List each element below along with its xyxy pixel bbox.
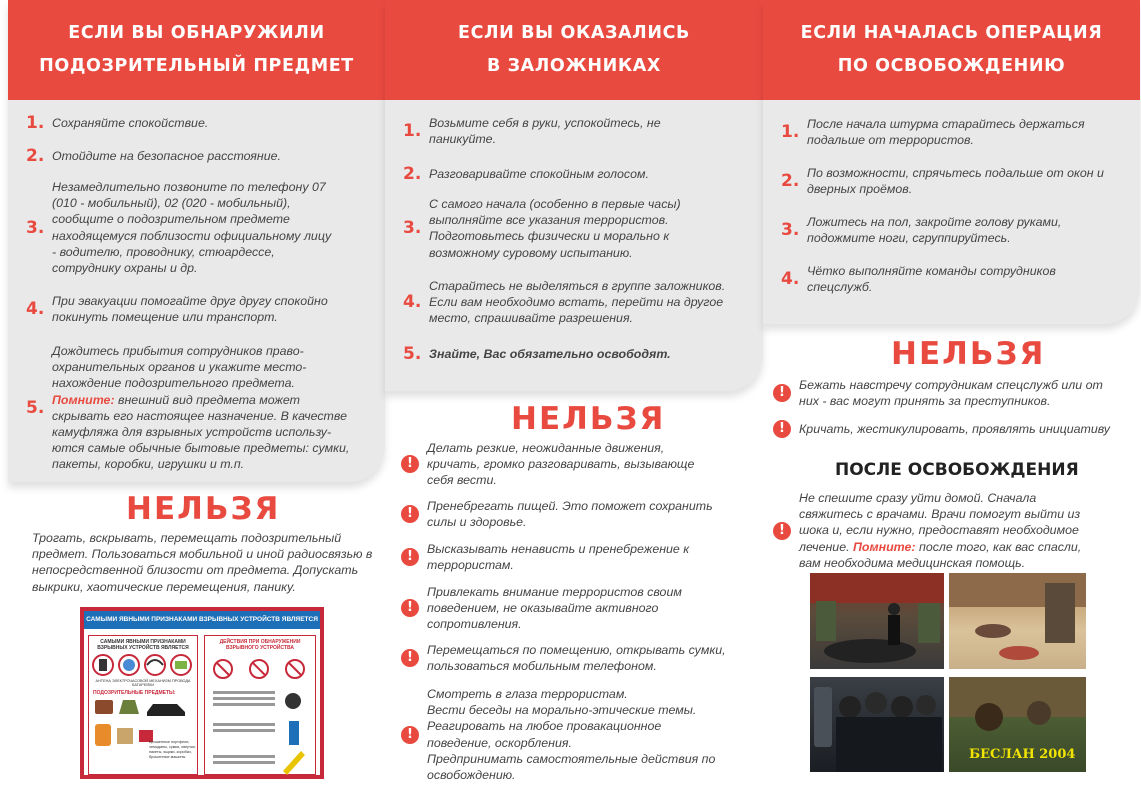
item-text: Возьмите себя в руки, успокойтесь, не паникуйте. <box>429 116 661 147</box>
instruction-item <box>403 278 753 327</box>
special-forces-photo <box>810 677 944 772</box>
explosive-signs-poster <box>80 607 324 779</box>
prohibition-text: Кричать, жестикулировать, проявлять инициативу <box>799 421 1110 436</box>
item-text: С самого начала (особенно в первые часы) выполняйте все указания террористов. Подготовьтесь физически и морально к возможному суровому испытанию. <box>429 197 681 260</box>
item-text: Ложитесь на пол, закройте голову руками, подожмите ноги, сгруппируйтесь. <box>807 215 1062 246</box>
prohibition-text: Привлекать внимание террористов своим поведением, не оказывайте активного сопротивления. <box>427 585 682 632</box>
prohibition-item <box>401 440 694 489</box>
poster-right-head: ДЕЙСТВИЯ ПРИ ОБНАРУЖЕНИИ ВЗРЫВНОГО УСТРОЙСТВА <box>219 639 301 651</box>
prohibition-item <box>401 686 715 783</box>
exclamation-icon: ! <box>401 726 419 744</box>
mall-photo <box>949 573 1086 669</box>
item-text: Разговаривайте спокойным голосом. <box>429 166 649 181</box>
after-release-title: ПОСЛЕ ОСВОБОЖДЕНИЯ <box>835 460 1079 480</box>
poster-right-panel <box>204 635 316 775</box>
beslan-photo <box>949 677 1086 772</box>
poster-left-panel <box>88 635 198 775</box>
column-suspicious-object <box>8 0 385 805</box>
exclamation-icon: ! <box>401 548 419 566</box>
prohibition-text: Перемещаться по помещению, открывать сумки, пользоваться мобильным телефоном. <box>427 643 726 674</box>
nelzya-text: Трогать, вскрывать, перемещать подозрительный предмет. Пользоваться мобильной и иной радиосвязью в непосредственной близости от предмета. Допускать выкрики, хаотические перемещения, панику. <box>32 531 373 594</box>
nelzya-title: НЕЛЬЗЯ <box>126 491 281 527</box>
item-text: Знайте, Вас обязательно освободят. <box>429 346 671 361</box>
prohibition-item <box>401 584 682 633</box>
column-header <box>763 0 1140 100</box>
instruction-item <box>403 115 753 147</box>
exclamation-icon: ! <box>401 649 419 667</box>
item-text: Незамедлительно позвоните по телефону 07 (010 - мобильный), 02 (020 - мобильный), сообщите о подозрительном предмете находящемуся поблизости официальному лицу - водителю, проводнику, стюардессе, сотруднику охраны и др. <box>52 180 332 276</box>
header-title: ЕСЛИ ВЫ ОБНАРУЖИЛИ ПОДОЗРИТЕЛЬНЫЙ ПРЕДМЕТ <box>39 23 354 76</box>
header-title: ЕСЛИ ВЫ ОКАЗАЛИСЬ В ЗАЛОЖНИКАХ <box>458 23 690 76</box>
remember-label: Помните: <box>852 539 916 554</box>
mall-photo-shapes <box>949 573 1086 669</box>
instruction-item <box>403 344 753 364</box>
remember-label: Помните: <box>52 392 115 407</box>
instruction-item <box>26 179 375 276</box>
column-header <box>8 0 385 100</box>
prohibition-text: Высказывать ненависть и пренебрежение к террористам. <box>427 542 690 573</box>
item-text: При эвакуации помогайте друг другу спокойно покинуть помещение или транспорт. <box>52 294 328 325</box>
prohibition-text: Пренебрегать пищей. Это поможет сохранить силы и здоровье. <box>427 499 713 530</box>
item-number: 1. <box>26 113 45 133</box>
prohibition-text: Смотреть в глаза террористам. Вести беседы на морально-этические темы. Реагировать на любое провакационное поведение, оскорбления. Предпринимать самостоятельные действия по освобождению. <box>427 687 716 783</box>
after-release-text: Не спешите сразу уйти домой. Сначала свяжитесь с врачами. Врачи помогут выйти из шока и, если нужно, предоставят необходимое лечение. Помните: после того, как вас спасли, вам необходима медицинская помощь. <box>799 491 1082 570</box>
exclamation-icon: ! <box>773 522 791 540</box>
action-pictures <box>205 651 315 777</box>
exclamation-icon: ! <box>773 420 791 438</box>
item-text: По возможности, спрячьтесь подальше от окон и дверных проёмов. <box>807 166 1104 197</box>
item-number: 4. <box>781 269 800 290</box>
instruction-item <box>781 165 1130 197</box>
item-number: 2. <box>781 171 800 192</box>
exclamation-icon: ! <box>773 384 791 402</box>
instruction-item <box>26 293 375 325</box>
prohibition-item <box>401 642 726 674</box>
after-release-item <box>773 490 1081 571</box>
item-text: Сохраняйте спокойствие. <box>52 115 209 130</box>
poster-left-head: САМЫМИ ЯВНЫМИ ПРИЗНАКАМИ ВЗРЫВНЫХ УСТРОЙСТВ ЯВЛЯЕТСЯ <box>97 639 189 651</box>
item-number: 3. <box>26 217 45 238</box>
item-number: 3. <box>781 220 800 241</box>
header-title: ЕСЛИ НАЧАЛАСЬ ОПЕРАЦИЯ ПО ОСВОБОЖДЕНИЮ <box>800 23 1103 76</box>
nelzya-title: НЕЛЬЗЯ <box>891 336 1046 372</box>
prohibition-item <box>773 420 1110 438</box>
prohibition-text: Бежать навстречу сотрудникам спецслужб или от них - вас могут принять за преступников. <box>799 378 1103 409</box>
instruction-item <box>26 146 375 166</box>
item-number: 1. <box>403 121 422 142</box>
nelzya-title: НЕЛЬЗЯ <box>511 401 666 437</box>
column-header <box>385 0 763 100</box>
item-number: 4. <box>26 299 45 320</box>
instruction-item <box>781 116 1130 148</box>
item-text: После начала штурма старайтесь держаться подальше от террористов. <box>807 117 1085 148</box>
prohibition-text: Делать резкие, неожиданные движения, кричать, громко разговаривать, вызывающе себя вести. <box>427 441 695 488</box>
item-number: 3. <box>403 218 422 239</box>
prohibition-item <box>401 498 713 530</box>
beslan-caption: БЕСЛАН 2004 <box>969 747 1076 762</box>
item-number: 5. <box>403 344 422 364</box>
instruction-item <box>403 196 753 261</box>
item-text: Чётко выполняйте команды сотрудников спецслужб. <box>807 264 1056 295</box>
instruction-item <box>26 113 375 133</box>
item-number: 2. <box>26 146 45 166</box>
instruction-item <box>403 164 753 184</box>
column-hostages <box>385 0 763 805</box>
item-number: 5. <box>26 397 45 418</box>
prohibition-item <box>773 377 1103 409</box>
item-number: 1. <box>781 122 800 143</box>
exclamation-icon: ! <box>401 599 419 617</box>
instruction-item <box>781 263 1130 295</box>
device-icons <box>89 653 197 679</box>
item-number: 4. <box>403 292 422 313</box>
device-labels: АНТЕНА ЭЛЕКТРОЧАСОВОЙ МЕХАНИЗМ ПРОВОДА БАТАРЕЙКИ <box>95 679 191 687</box>
poster-items-text: Брошенные портфели, чемоданы, сумки, свертки, пакеты, ящики, коробки, брошенные машины <box>149 740 196 759</box>
item-number: 2. <box>403 164 422 184</box>
instruction-item <box>26 343 375 473</box>
instruction-item <box>781 214 1130 246</box>
special-forces-photo-shapes <box>810 677 944 772</box>
poster-items-head: ПОДОЗРИТЕЛЬНЫЕ ПРЕДМЕТЫ: <box>93 690 176 696</box>
item-text: Старайтесь не выделяться в группе заложников. Если вам необходимо встать, перейти на другое место, спрашивайте разрешения. <box>429 279 726 326</box>
column-rescue-operation <box>763 0 1140 805</box>
hostages-photo <box>810 573 944 669</box>
item-text: Отойдите на безопасное расстояние. <box>52 148 281 163</box>
exclamation-icon: ! <box>401 505 419 523</box>
exclamation-icon: ! <box>401 455 419 473</box>
prohibition-item <box>401 541 689 573</box>
poster-title: САМЫМИ ЯВНЫМИ ПРИЗНАКАМИ ВЗРЫВНЫХ УСТРОЙСТВ ЯВЛЯЕТСЯ <box>84 611 320 629</box>
item-text: Дождитесь прибытия сотрудников право- охранительных органов и укажите место- нахождение подозрительного предмета. Помните: внешний вид предмета может скрывать его настоящее назначение. В качестве камуфляжа для взрывных устройств использу- ются самые обычные бытовые предметы: сумки, пакеты, коробки, игрушки и т.п. <box>52 344 350 472</box>
hostages-photo-shapes <box>810 573 944 669</box>
